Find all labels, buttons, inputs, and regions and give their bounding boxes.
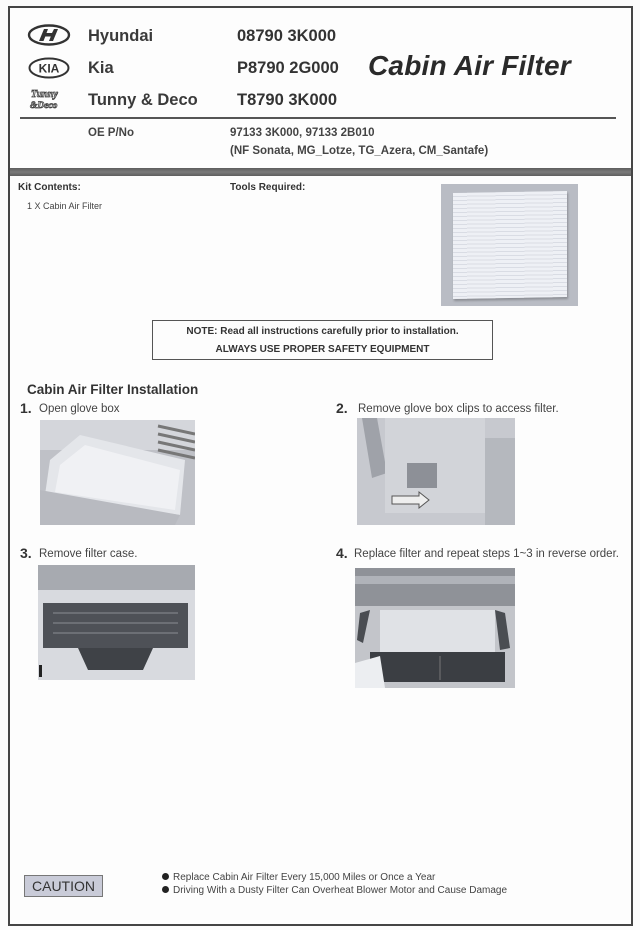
oe-part-number-label: OE P/No <box>88 127 135 139</box>
header-band-divider <box>10 168 631 176</box>
filter-pleats-image <box>453 191 567 299</box>
step-2-text: Remove glove box clips to access filter. <box>358 403 559 415</box>
installation-section-title: Cabin Air Filter Installation <box>27 382 199 397</box>
part-number-tunny-deco: T8790 3K000 <box>237 91 337 109</box>
brand-name-tunny-deco: Tunny & Deco <box>88 91 198 109</box>
kit-contents-label: Kit Contents: <box>18 182 81 193</box>
oe-part-numbers: 97133 3K000, 97133 2B010 <box>230 127 375 139</box>
caution-item <box>162 885 507 896</box>
caution-item <box>162 872 435 883</box>
hyundai-logo-icon <box>27 24 71 46</box>
step-2-number: 2. <box>336 400 348 416</box>
document-title: Cabin Air Filter <box>368 50 571 81</box>
step-2-photo-glove-box-clips <box>357 418 515 525</box>
step-3-text: Remove filter case. <box>39 548 138 560</box>
caution-item-text: Driving With a Dusty Filter Can Overheat Blower Motor and Cause Damage <box>173 885 508 896</box>
caution-label: CAUTION <box>24 875 103 897</box>
tunny-deco-logo-icon <box>27 86 71 112</box>
svg-text:Tunny: Tunny <box>31 89 58 100</box>
step-3-number: 3. <box>20 545 32 561</box>
brand-name-kia: Kia <box>88 59 114 77</box>
part-number-hyundai: 08790 3K000 <box>237 27 337 45</box>
oe-applicable-models: (NF Sonata, MG_Lotze, TG_Azera, CM_Santafe) <box>230 145 489 157</box>
svg-text:&Deco: &Deco <box>30 101 58 111</box>
tools-required-label: Tools Required: <box>230 182 306 193</box>
bullet-icon <box>162 886 169 893</box>
step-3-photo-filter-case <box>38 565 195 680</box>
bullet-icon <box>162 873 169 880</box>
brand-name-hyundai: Hyundai <box>88 27 154 45</box>
step-1-photo-open-glove-box <box>40 420 195 525</box>
caution-item-text: Replace Cabin Air Filter Every 15,000 Miles or Once a Year <box>173 872 436 883</box>
svg-text:KIA: KIA <box>38 61 60 76</box>
note-instructions-text: NOTE: Read all instructions carefully prior to installation. <box>186 326 459 337</box>
step-4-photo-replace-filter <box>355 568 515 688</box>
note-safety-text: ALWAYS USE PROPER SAFETY EQUIPMENT <box>215 344 430 355</box>
step-1-text: Open glove box <box>39 403 120 415</box>
step-1-number: 1. <box>20 400 32 416</box>
header-divider <box>20 117 616 119</box>
step-4-text: Replace filter and repeat steps 1~3 in reverse order. <box>354 548 619 560</box>
cabin-air-filter-photo <box>441 184 578 306</box>
kit-contents-item: 1 X Cabin Air Filter <box>27 201 103 211</box>
part-number-kia: P8790 2G000 <box>237 59 339 77</box>
kia-logo-icon <box>27 57 71 79</box>
safety-note-box <box>152 320 493 360</box>
step-4-number: 4. <box>336 545 348 561</box>
